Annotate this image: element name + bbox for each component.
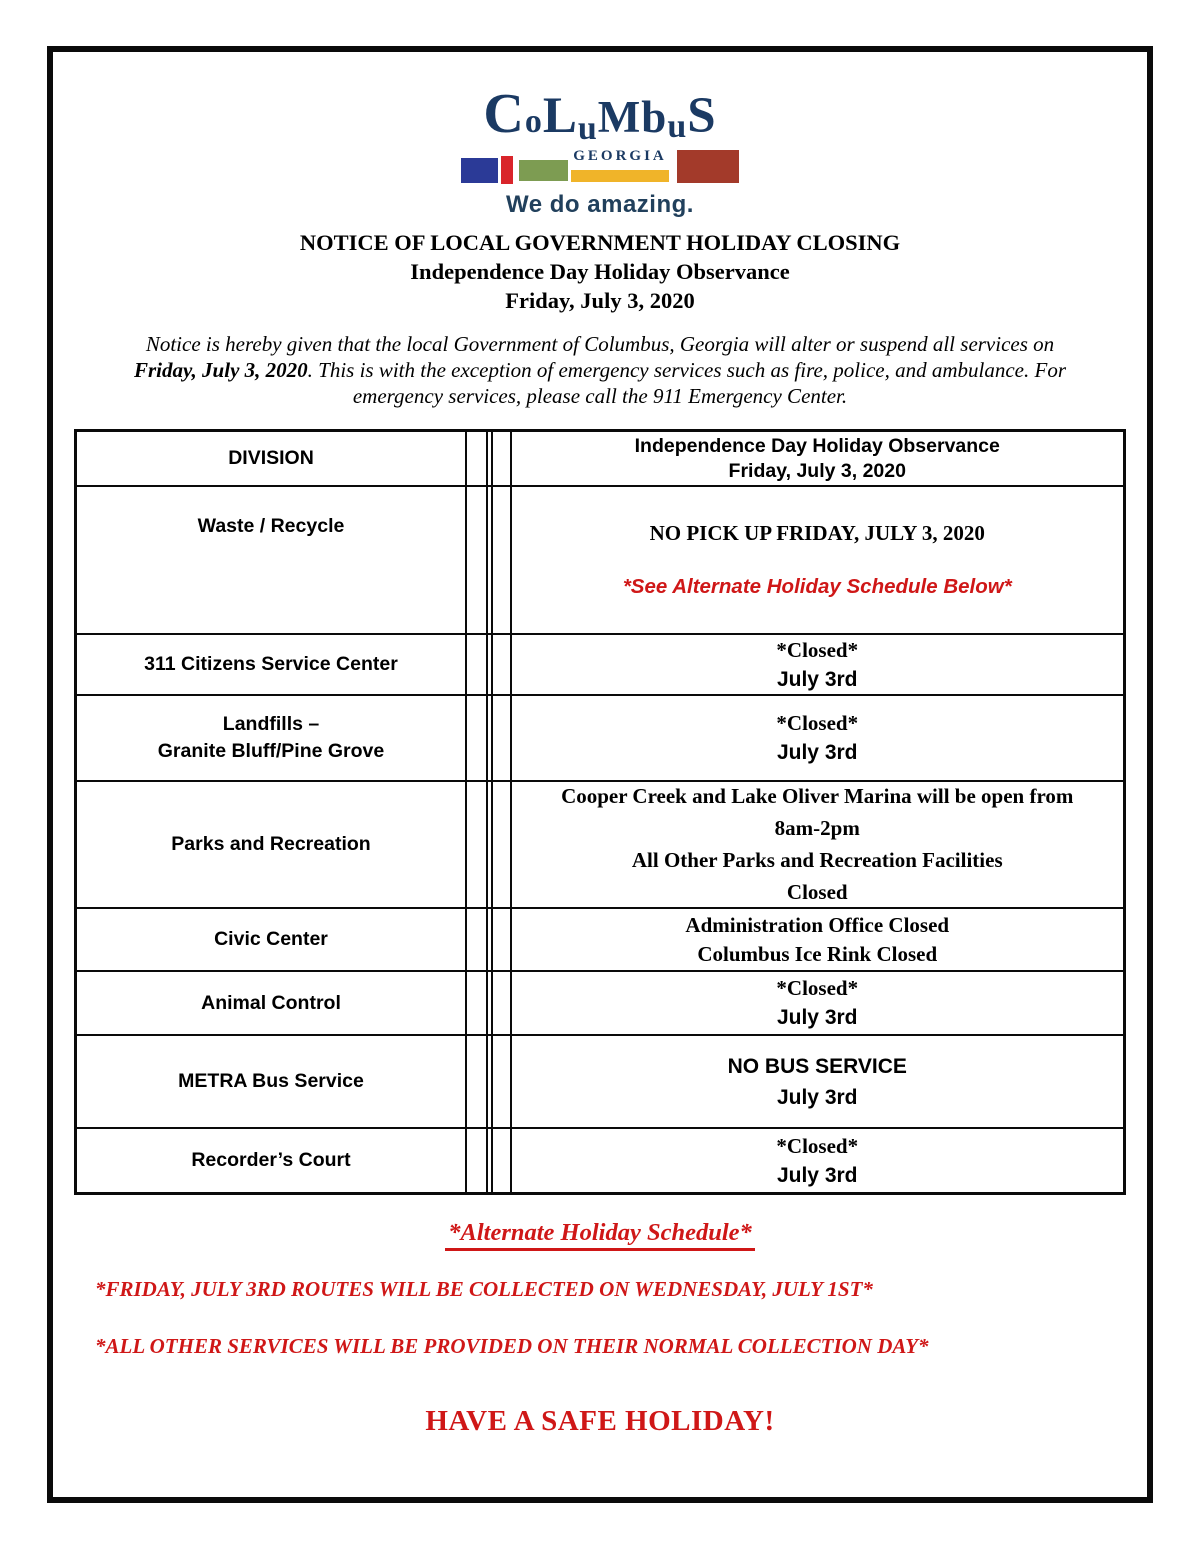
logo-block-blue: [461, 158, 498, 183]
division-cell: [77, 972, 467, 1034]
schedule-line: July 3rd: [776, 1006, 858, 1029]
notice-date: Friday, July 3, 2020: [505, 288, 695, 313]
division-name-line: Landfills –: [222, 713, 320, 735]
logo-block-yellow: [571, 170, 669, 182]
logo-wordmark-letter: L: [542, 88, 578, 144]
table-row: [77, 1036, 1123, 1129]
table-spacer-cell: [467, 696, 488, 780]
schedule-cell: [512, 1129, 1124, 1192]
schedule-line: *Closed*: [776, 1133, 859, 1158]
table-spacer-cell: [491, 782, 512, 907]
schedule-line: July 3rd: [776, 1163, 858, 1187]
schedule-cell: [512, 782, 1124, 907]
division-column-header: DIVISION: [77, 432, 467, 485]
schedule-cell: [512, 696, 1124, 780]
division-cell: [77, 696, 467, 780]
schedule-line: July 3rd: [776, 1085, 858, 1109]
table-row: [77, 972, 1123, 1036]
logo-colorbar: [459, 148, 741, 186]
table-spacer-cell: [467, 1036, 488, 1127]
logo-wordmark-letter: M: [597, 92, 642, 142]
table-spacer-cell: [491, 972, 512, 1034]
table-spacer-cell: [467, 487, 488, 633]
table-spacer-cell: [467, 972, 488, 1034]
closing-message: HAVE A SAFE HOLIDAY!: [425, 1405, 775, 1437]
alternate-schedule-note-2: *ALL OTHER SERVICES WILL BE PROVIDED ON THEIR NORMAL COLLECTION DAY*: [95, 1334, 929, 1358]
notice-title: NOTICE OF LOCAL GOVERNMENT HOLIDAY CLOSING: [299, 230, 901, 255]
logo-block-brick: [677, 150, 739, 183]
table-row: [77, 909, 1123, 972]
logo-block-red: [501, 156, 513, 184]
logo-wordmark-letter: u: [577, 110, 598, 147]
schedule-line: July 3rd: [776, 741, 858, 764]
table-spacer-cell: [467, 782, 488, 907]
observance-column-header: [512, 432, 1124, 485]
table-body: [77, 487, 1123, 1192]
table-spacer-cell: [467, 432, 488, 485]
notice-title-block: [53, 228, 1147, 315]
table-header-row: [77, 432, 1123, 487]
division-cell: [77, 1129, 467, 1192]
division-name-line: Animal Control: [201, 991, 341, 1014]
division-name-line: Waste / Recycle: [197, 515, 345, 537]
alternate-schedule-heading: *Alternate Holiday Schedule*: [445, 1219, 755, 1251]
schedule-line: July 3rd: [776, 667, 858, 691]
logo-tagline: We do amazing.: [506, 191, 694, 218]
schedule-line: *Closed*: [776, 711, 859, 735]
table-spacer-cell: [467, 635, 488, 694]
table-spacer-cell: [491, 696, 512, 780]
division-cell: [77, 1036, 467, 1127]
schedule-line: Cooper Creek and Lake Oliver Marina will be open from: [561, 784, 1074, 808]
page-border-frame: [47, 46, 1153, 1503]
notice-paragraph-line1: Notice is hereby given that the local Government of Columbus, Georgia will alter or suspend all services on: [145, 332, 1055, 356]
table-row: [77, 1129, 1123, 1192]
schedule-cell: [512, 1036, 1124, 1127]
logo-wordmark: [459, 84, 741, 148]
logo-georgia-text: GEORGIA: [573, 148, 667, 164]
schedule-line: NO PICK UP FRIDAY, JULY 3, 2020: [649, 521, 985, 545]
notice-paragraph-line2: . This is with the exception of emergency services such as fire, police, and ambulance. For: [307, 358, 1066, 382]
logo-wordmark-letter: C: [483, 83, 525, 145]
table-spacer-cell: [491, 487, 512, 633]
logo-wordmark-letter: S: [687, 88, 717, 144]
division-cell: [77, 487, 467, 633]
division-cell: [77, 782, 467, 907]
holiday-schedule-table: [74, 429, 1126, 1195]
alternate-schedule-note-1: *FRIDAY, JULY 3RD ROUTES WILL BE COLLECTED ON WEDNESDAY, JULY 1ST*: [95, 1277, 873, 1301]
alternate-schedule-heading-wrap: [53, 1219, 1147, 1251]
division-cell: [77, 635, 467, 694]
table-row: [77, 696, 1123, 782]
table-spacer-cell: [491, 909, 512, 970]
schedule-line: NO BUS SERVICE: [727, 1054, 907, 1078]
schedule-line: All Other Parks and Recreation Facilities: [631, 848, 1003, 872]
columbus-georgia-logo: [459, 84, 741, 219]
notice-subtitle: Independence Day Holiday Observance: [410, 259, 790, 284]
schedule-line: *Closed*: [776, 976, 859, 1000]
table-row: [77, 635, 1123, 696]
table-spacer-cell: [491, 1129, 512, 1192]
table-spacer-cell: [491, 432, 512, 485]
schedule-line: *Closed*: [776, 637, 859, 662]
schedule-cell: [512, 635, 1124, 694]
logo-wordmark-letter: o: [524, 103, 543, 140]
observance-header-line1: Independence Day Holiday Observance: [634, 434, 1000, 457]
schedule-line: Administration Office Closed: [685, 912, 950, 937]
logo-wordmark-letter: u: [667, 108, 688, 145]
table-row: [77, 782, 1123, 909]
schedule-cell: [512, 487, 1124, 633]
notice-paragraph-bold-date: Friday, July 3, 2020: [134, 358, 308, 382]
table-spacer-cell: [491, 635, 512, 694]
logo-block-green: [519, 160, 568, 181]
table-row: [77, 487, 1123, 635]
observance-header-line2: Friday, July 3, 2020: [728, 459, 906, 482]
division-name-line: Parks and Recreation: [171, 833, 371, 855]
notice-paragraph: [95, 331, 1105, 409]
schedule-line: Closed: [786, 880, 848, 904]
schedule-cell: [512, 909, 1124, 970]
division-cell: [77, 909, 467, 970]
table-spacer-cell: [491, 1036, 512, 1127]
logo-wordmark-letter: b: [641, 92, 668, 142]
division-name-line: Granite Bluff/Pine Grove: [157, 740, 385, 762]
schedule-cell: [512, 972, 1124, 1034]
division-name-line: Recorder’s Court: [191, 1149, 351, 1171]
schedule-line: *See Alternate Holiday Schedule Below*: [622, 575, 1012, 598]
division-name-line: 311 Citizens Service Center: [144, 653, 398, 675]
division-name-line: Civic Center: [214, 928, 328, 950]
schedule-line: 8am-2pm: [774, 816, 860, 840]
notice-paragraph-line3: emergency services, please call the 911 Emergency Center.: [352, 384, 848, 408]
table-spacer-cell: [467, 909, 488, 970]
division-name-line: METRA Bus Service: [178, 1070, 364, 1092]
table-spacer-cell: [467, 1129, 488, 1192]
schedule-line: Columbus Ice Rink Closed: [697, 941, 938, 966]
